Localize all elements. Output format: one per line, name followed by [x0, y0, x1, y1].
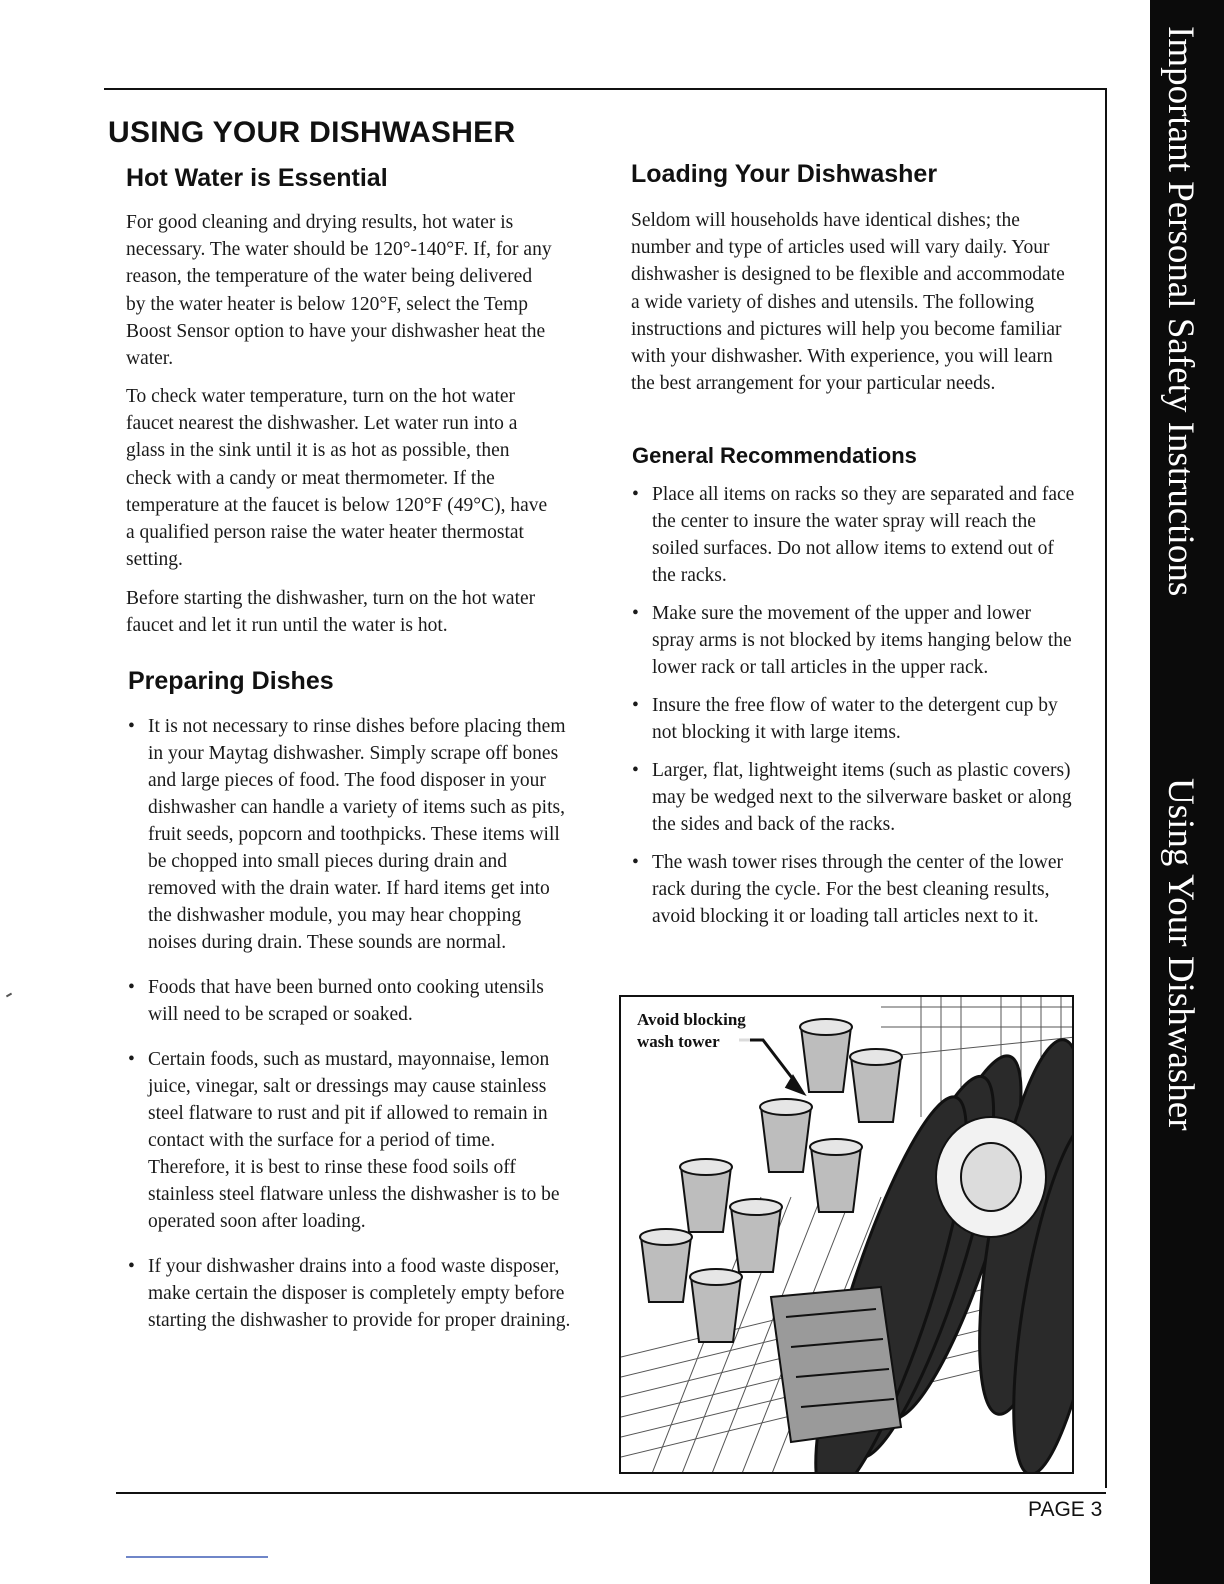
general-bullet-5: • The wash tower rises through the center of the lower rack during the cycle. For the best cleaning results, avoid blocking it or loading tall articles next to it.	[632, 849, 1078, 930]
bottom-rule	[116, 1492, 1106, 1494]
side-tab	[1150, 0, 1224, 1584]
preparing-bullet-3: • Certain foods, such as mustard, mayonnaise, lemon juice, vinegar, salt or dressings may cause stainless steel flatware to rust and pit if allowed to remain in contact with the surface for a period of time. Therefore, it is best to rinse these food soils off stainless steel flatware unless the dishwasher is to be operated soon after loading.	[128, 1046, 573, 1235]
hot-water-paragraph-1: For good cleaning and drying results, hot water is necessary. The water should be 120°-140°F. If, for any reason, the temperature of the water being delivered by the water heater is below 120°F, select the Temp Boost Sensor option to have your dishwasher heat the water.	[126, 212, 552, 370]
preparing-bullet-1: • It is not necessary to rinse dishes before placing them in your Maytag dishwasher. Simply scrape off bones and large pieces of food. The food disposer in your dishwasher can handle a variety of items such as pits, fruit seeds, popcorn and toothpicks. These items will be chopped into small pieces during drain and removed with the drain water. If hard items get into the dishwasher module, you may hear chopping noises during drain. These sounds are normal.	[128, 713, 573, 956]
general-bullet-2: • Make sure the movement of the upper and lower spray arms is not blocked by items hanging below the lower rack or tall articles in the upper rack.	[632, 600, 1078, 681]
page-number: PAGE 3	[1028, 1498, 1103, 1521]
general-recommendations-list	[632, 481, 1078, 930]
loading-heading: Loading Your Dishwasher	[631, 160, 938, 188]
right-rule	[1105, 88, 1107, 1488]
general-bullet-1: • Place all items on racks so they are separated and face the center to insure the water spray will reach the soiled surfaces. Do not allow items to extend out of the racks.	[632, 481, 1078, 589]
callout-line-1: Avoid blocking	[637, 1010, 746, 1029]
bowl	[936, 1117, 1046, 1237]
preparing-dishes-list	[128, 713, 573, 1334]
preparing-bullet-2: • Foods that have been burned onto cooking utensils will need to be scraped or soaked.	[128, 974, 573, 1028]
hot-water-paragraph-3: Before starting the dishwasher, turn on the hot water faucet and let it run until the water is hot.	[126, 588, 536, 637]
wash-tower-callout	[635, 1009, 750, 1055]
margin-mark	[6, 993, 12, 998]
preparing-dishes-heading: Preparing Dishes	[128, 667, 334, 695]
footer-mark	[126, 1556, 268, 1558]
general-bullet-4: • Larger, flat, lightweight items (such as plastic covers) may be wedged next to the silverware basket or along the sides and back of the racks.	[632, 757, 1078, 838]
general-recommendations-heading: General Recommendations	[632, 443, 917, 468]
rack-figure	[619, 995, 1074, 1474]
page-title: USING YOUR DISHWASHER	[108, 116, 516, 149]
preparing-bullet-4: • If your dishwasher drains into a food waste disposer, make certain the disposer is completely empty before starting the dishwasher to provide for proper draining.	[128, 1253, 573, 1334]
callout-line-2: wash tower	[637, 1032, 720, 1051]
side-tab-using-label: Using Your Dishwasher	[1160, 778, 1201, 1131]
hot-water-paragraph-2: To check water temperature, turn on the hot water faucet nearest the dishwasher. Let water run into a glass in the sink until it is as hot as possible, then check with a candy or meat thermometer. If the temperature at the faucet is below 120°F (49°C), have a qualified person raise the water heater thermostat setting.	[126, 386, 548, 571]
hot-water-heading: Hot Water is Essential	[126, 164, 388, 192]
top-rule	[104, 88, 1107, 90]
side-tab-safety-label: Important Personal Safety Instructions	[1160, 26, 1201, 597]
general-bullet-3: • Insure the free flow of water to the detergent cup by not blocking it with large items.	[632, 692, 1078, 746]
dishwasher-rack-illustration	[621, 997, 1074, 1474]
silverware-basket	[771, 1287, 901, 1442]
loading-paragraph: Seldom will households have identical dishes; the number and type of articles used will vary daily. Your dishwasher is designed to be flexible and accommodate a wide variety of dishes and utensils. The following instructions and pictures will help you become familiar with your dishwasher. With experience, you will learn the best arrangement for your particular needs.	[631, 210, 1065, 395]
